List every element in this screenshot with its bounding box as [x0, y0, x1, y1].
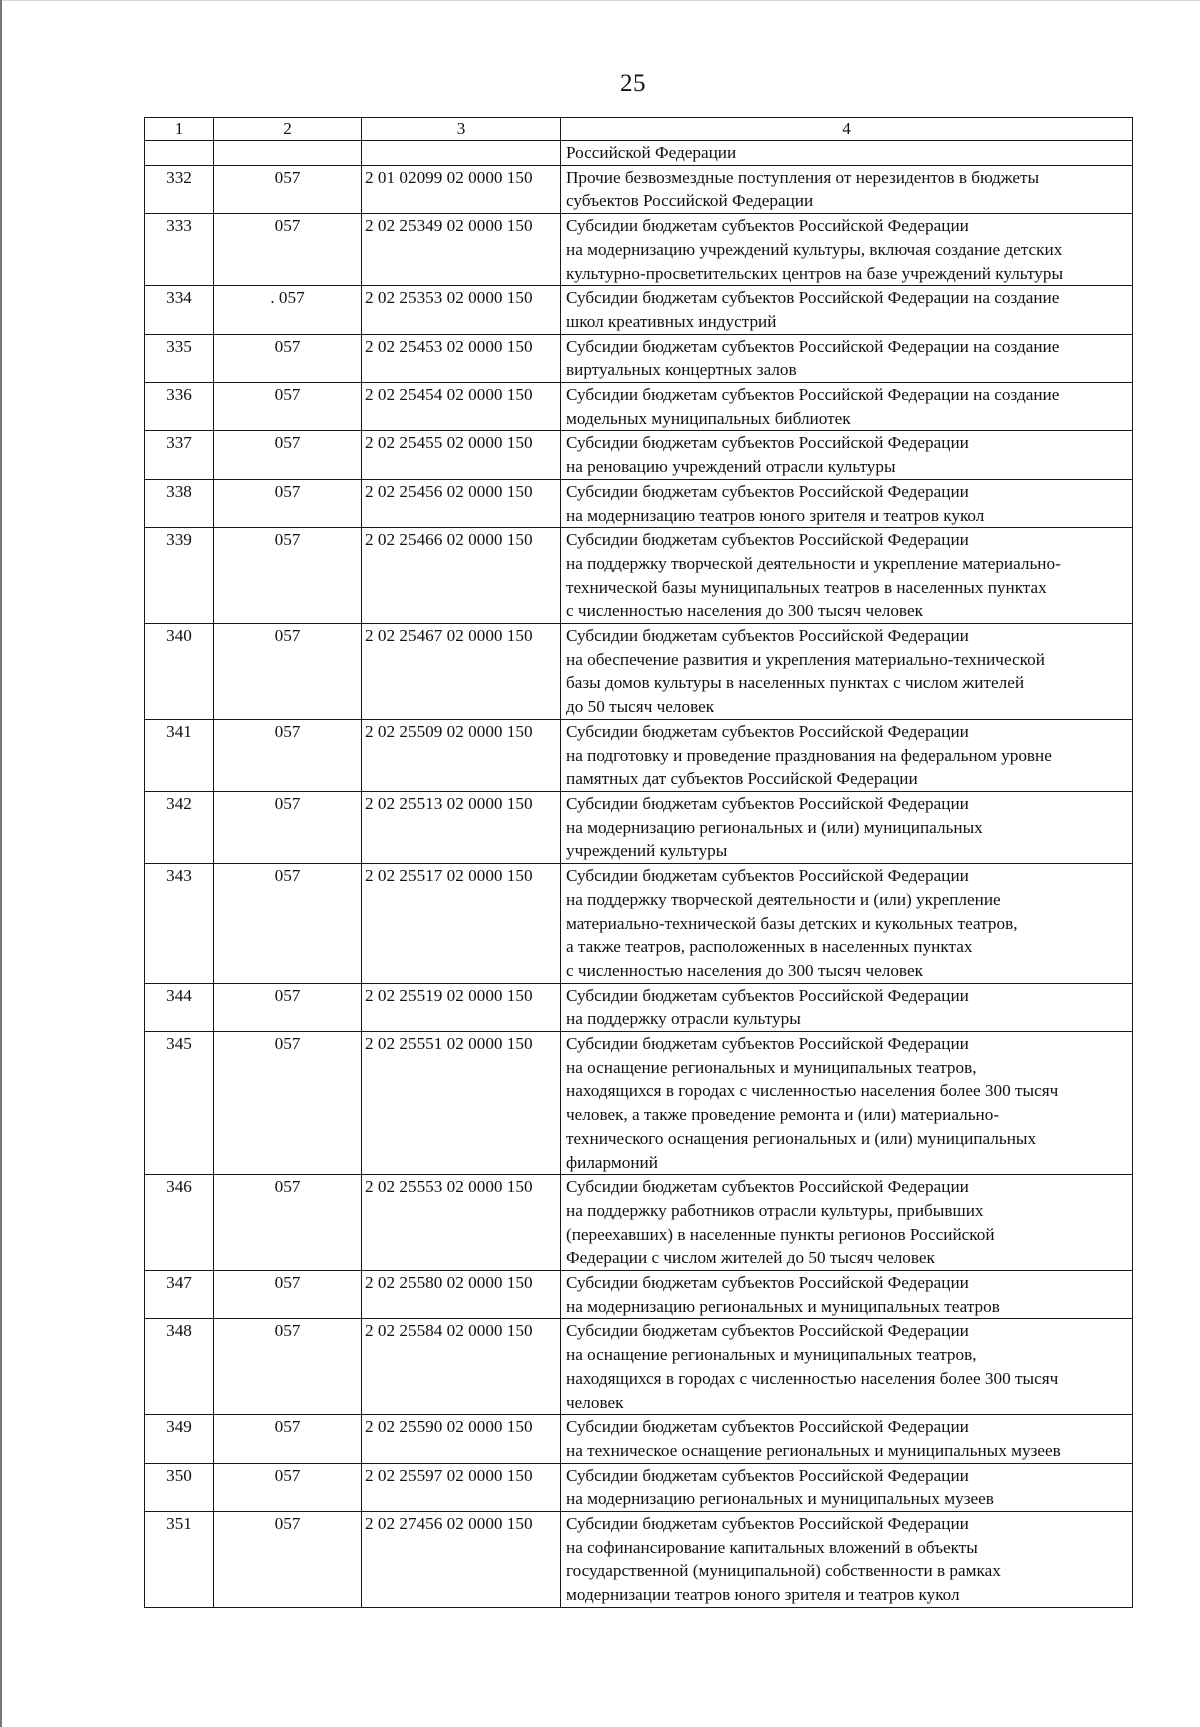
budget-code-cell: 2 02 25456 02 0000 150	[362, 479, 561, 527]
description-line: Федерации с числом жителей до 50 тысяч человек	[566, 1248, 935, 1268]
description-cell	[561, 431, 1133, 479]
description-line: находящихся в городах с численностью населения более 300 тысяч	[566, 1368, 1059, 1388]
description-cell	[561, 624, 1133, 720]
row-number-cell: 337	[145, 431, 214, 479]
row-number-cell: 343	[145, 864, 214, 984]
table-row	[145, 214, 1133, 286]
table-row	[145, 431, 1133, 479]
header-col-2: 2	[214, 118, 362, 141]
table-row	[145, 864, 1133, 984]
description-line: на модернизацию региональных и муниципальных музеев	[566, 1489, 994, 1509]
continuation-row	[145, 141, 1133, 166]
description-line: на модернизацию учреждений культуры, включая создание детских	[566, 239, 1063, 259]
admin-code-cell: 057	[214, 528, 362, 624]
description-cell	[561, 214, 1133, 286]
description-cell	[561, 528, 1133, 624]
description-line: на оснащение региональных и муниципальных театров,	[566, 1057, 977, 1077]
table-row	[145, 1271, 1133, 1319]
description-line: на техническое оснащение региональных и муниципальных музеев	[566, 1440, 1061, 1460]
description-line: Субсидии бюджетам субъектов Российской Федерации	[566, 1321, 969, 1341]
description-line: Субсидии бюджетам субъектов Российской Федерации	[566, 1177, 969, 1197]
description-line: на поддержку творческой деятельности и (или) укрепление	[566, 889, 1001, 909]
description-line: государственной (муниципальной) собственности в рамках	[566, 1561, 1001, 1581]
admin-code-cell: 057	[214, 1512, 362, 1608]
table-row	[145, 1175, 1133, 1271]
description-line: учреждений культуры	[566, 841, 728, 861]
description-line: Субсидии бюджетам субъектов Российской Федерации	[566, 1273, 969, 1293]
budget-code-cell: 2 02 25454 02 0000 150	[362, 383, 561, 431]
admin-code-cell: 057	[214, 1271, 362, 1319]
description-line: до 50 тысяч человек	[566, 697, 715, 717]
description-line: Субсидии бюджетам субъектов Российской Федерации	[566, 721, 969, 741]
admin-code-cell: 057	[214, 165, 362, 213]
budget-code-cell: 2 02 25519 02 0000 150	[362, 983, 561, 1031]
row-number-cell: 338	[145, 479, 214, 527]
description-cell	[561, 1463, 1133, 1511]
budget-code-cell: 2 02 25590 02 0000 150	[362, 1415, 561, 1463]
page-left-edge	[0, 0, 2, 1727]
description-line: виртуальных концертных залов	[566, 360, 797, 380]
continuation-admin	[214, 141, 362, 166]
description-line: филармоний	[566, 1152, 658, 1172]
description-line: на подготовку и проведение празднования на федеральном уровне	[566, 745, 1052, 765]
description-line: Прочие безвозмездные поступления от нерезидентов в бюджеты	[566, 167, 1040, 187]
description-line: модернизации театров юного зрителя и театров кукол	[566, 1585, 960, 1605]
description-cell	[561, 791, 1133, 863]
description-line: на реновацию учреждений отрасли культуры	[566, 457, 896, 477]
admin-code-cell: 057	[214, 983, 362, 1031]
description-line: Субсидии бюджетам субъектов Российской Федерации	[566, 216, 969, 236]
admin-code-cell: 057	[214, 214, 362, 286]
row-number-cell: 344	[145, 983, 214, 1031]
continuation-description	[561, 141, 1133, 166]
row-number-cell: 350	[145, 1463, 214, 1511]
description-line: на модернизацию региональных и (или) муниципальных	[566, 817, 983, 837]
description-cell	[561, 334, 1133, 382]
row-number-cell: 346	[145, 1175, 214, 1271]
description-line: а также театров, расположенных в населенных пунктах	[566, 937, 973, 957]
budget-code-cell: 2 02 25553 02 0000 150	[362, 1175, 561, 1271]
admin-code-cell: 057	[214, 791, 362, 863]
budget-code-cell: 2 01 02099 02 0000 150	[362, 165, 561, 213]
table-row	[145, 286, 1133, 334]
description-cell	[561, 1175, 1133, 1271]
description-line: с численностью населения до 300 тысяч человек	[566, 601, 923, 621]
row-number-cell: 348	[145, 1319, 214, 1415]
description-cell	[561, 1032, 1133, 1175]
table-row	[145, 479, 1133, 527]
description-line: технического оснащения региональных и (или) муниципальных	[566, 1128, 1037, 1148]
row-number-cell: 339	[145, 528, 214, 624]
admin-code-cell: 057	[214, 864, 362, 984]
row-number-cell: 340	[145, 624, 214, 720]
description-cell	[561, 864, 1133, 984]
row-number-cell: 347	[145, 1271, 214, 1319]
description-line: Субсидии бюджетам субъектов Российской Федерации на создание	[566, 385, 1060, 405]
description-line: на поддержку творческой деятельности и укрепление материально-	[566, 553, 1061, 573]
budget-code-cell: 2 02 25584 02 0000 150	[362, 1319, 561, 1415]
table-row	[145, 1319, 1133, 1415]
description-line: Субсидии бюджетам субъектов Российской Федерации на создание	[566, 336, 1060, 356]
header-col-3: 3	[362, 118, 561, 141]
budget-code-cell: 2 02 25551 02 0000 150	[362, 1032, 561, 1175]
continuation-code	[362, 141, 561, 166]
description-line: Субсидии бюджетам субъектов Российской Федерации	[566, 481, 969, 501]
admin-code-cell: . 057	[214, 286, 362, 334]
description-cell	[561, 983, 1133, 1031]
admin-code-cell: 057	[214, 719, 362, 791]
continuation-num	[145, 141, 214, 166]
table-row	[145, 1463, 1133, 1511]
description-cell	[561, 1319, 1133, 1415]
description-line: Субсидии бюджетам субъектов Российской Федерации на создание	[566, 288, 1060, 308]
budget-code-cell: 2 02 25517 02 0000 150	[362, 864, 561, 984]
budget-code-cell: 2 02 25349 02 0000 150	[362, 214, 561, 286]
description-line: Субсидии бюджетам субъектов Российской Федерации	[566, 1417, 969, 1437]
budget-code-cell: 2 02 25353 02 0000 150	[362, 286, 561, 334]
row-number-cell: 334	[145, 286, 214, 334]
table-row	[145, 528, 1133, 624]
row-number-cell: 336	[145, 383, 214, 431]
description-line: Субсидии бюджетам субъектов Российской Федерации	[566, 985, 969, 1005]
page-top-edge	[0, 0, 1200, 1]
description-line: на поддержку отрасли культуры	[566, 1009, 801, 1029]
budget-code-cell: 2 02 25509 02 0000 150	[362, 719, 561, 791]
table-row	[145, 165, 1133, 213]
table-row	[145, 719, 1133, 791]
page-number: 25	[620, 70, 646, 97]
description-line: памятных дат субъектов Российской Федерации	[566, 769, 918, 789]
budget-code-cell: 2 02 25597 02 0000 150	[362, 1463, 561, 1511]
description-line: школ креативных индустрий	[566, 311, 777, 331]
table-row	[145, 1415, 1133, 1463]
admin-code-cell: 057	[214, 1175, 362, 1271]
description-line: находящихся в городах с численностью населения более 300 тысяч	[566, 1081, 1059, 1101]
admin-code-cell: 057	[214, 1319, 362, 1415]
admin-code-cell: 057	[214, 1032, 362, 1175]
table-row	[145, 383, 1133, 431]
admin-code-cell: 057	[214, 383, 362, 431]
budget-code-cell: 2 02 27456 02 0000 150	[362, 1512, 561, 1608]
description-line: на обеспечение развития и укрепления материально-технической	[566, 649, 1045, 669]
description-line: Субсидии бюджетам субъектов Российской Федерации	[566, 1514, 969, 1534]
description-line: Субсидии бюджетам субъектов Российской Федерации	[566, 866, 969, 886]
budget-code-cell: 2 02 25513 02 0000 150	[362, 791, 561, 863]
description-line: материально-технической базы детских и кукольных театров,	[566, 913, 1018, 933]
row-number-cell: 351	[145, 1512, 214, 1608]
table-row	[145, 791, 1133, 863]
admin-code-cell: 057	[214, 334, 362, 382]
description-line: на оснащение региональных и муниципальных театров,	[566, 1345, 977, 1365]
row-number-cell: 335	[145, 334, 214, 382]
description-cell	[561, 719, 1133, 791]
description-line: с численностью населения до 300 тысяч человек	[566, 960, 923, 980]
description-line: субъектов Российской Федерации	[566, 191, 814, 211]
description-cell	[561, 1415, 1133, 1463]
description-cell	[561, 383, 1133, 431]
row-number-cell: 345	[145, 1032, 214, 1175]
budget-code-cell: 2 02 25580 02 0000 150	[362, 1271, 561, 1319]
row-number-cell: 349	[145, 1415, 214, 1463]
description-line: Субсидии бюджетам субъектов Российской Федерации	[566, 626, 969, 646]
table-header-row	[145, 118, 1133, 141]
admin-code-cell: 057	[214, 1415, 362, 1463]
budget-code-cell: 2 02 25467 02 0000 150	[362, 624, 561, 720]
description-cell	[561, 479, 1133, 527]
description-line: Субсидии бюджетам субъектов Российской Федерации	[566, 433, 969, 453]
description-cell	[561, 1512, 1133, 1608]
table-row	[145, 1512, 1133, 1608]
budget-code-cell: 2 02 25455 02 0000 150	[362, 431, 561, 479]
header-col-1: 1	[145, 118, 214, 141]
header-col-4: 4	[561, 118, 1133, 141]
admin-code-cell: 057	[214, 479, 362, 527]
description-line: модельных муниципальных библиотек	[566, 408, 851, 428]
description-line: Российской Федерации	[566, 143, 737, 162]
table-row	[145, 624, 1133, 720]
description-line: Субсидии бюджетам субъектов Российской Федерации	[566, 1465, 969, 1485]
description-line: базы домов культуры в населенных пунктах с числом жителей	[566, 673, 1025, 693]
description-line: культурно-просветительских центров на базе учреждений культуры	[566, 263, 1063, 283]
description-line: человек	[566, 1392, 624, 1412]
description-line: Субсидии бюджетам субъектов Российской Федерации	[566, 530, 969, 550]
row-number-cell: 332	[145, 165, 214, 213]
description-line: Субсидии бюджетам субъектов Российской Федерации	[566, 1034, 969, 1054]
admin-code-cell: 057	[214, 1463, 362, 1511]
budget-codes-table	[144, 117, 1133, 1608]
description-cell	[561, 286, 1133, 334]
description-line: на софинансирование капитальных вложений в объекты	[566, 1537, 978, 1557]
row-number-cell: 341	[145, 719, 214, 791]
description-cell	[561, 1271, 1133, 1319]
table-row	[145, 983, 1133, 1031]
description-cell	[561, 165, 1133, 213]
admin-code-cell: 057	[214, 431, 362, 479]
row-number-cell: 333	[145, 214, 214, 286]
description-line: на поддержку работников отрасли культуры, прибывших	[566, 1200, 984, 1220]
table-row	[145, 1032, 1133, 1175]
table-row	[145, 334, 1133, 382]
description-line: человек, а также проведение ремонта и (или) материально-	[566, 1105, 1000, 1125]
budget-code-cell: 2 02 25466 02 0000 150	[362, 528, 561, 624]
row-number-cell: 342	[145, 791, 214, 863]
admin-code-cell: 057	[214, 624, 362, 720]
description-line: на модернизацию театров юного зрителя и театров кукол	[566, 505, 985, 525]
description-line: (переехавших) в населенные пункты регионов Российской	[566, 1224, 995, 1244]
budget-code-cell: 2 02 25453 02 0000 150	[362, 334, 561, 382]
description-line: Субсидии бюджетам субъектов Российской Федерации	[566, 793, 969, 813]
description-line: технической базы муниципальных театров в населенных пунктах	[566, 577, 1047, 597]
description-line: на модернизацию региональных и муниципальных театров	[566, 1296, 1000, 1316]
